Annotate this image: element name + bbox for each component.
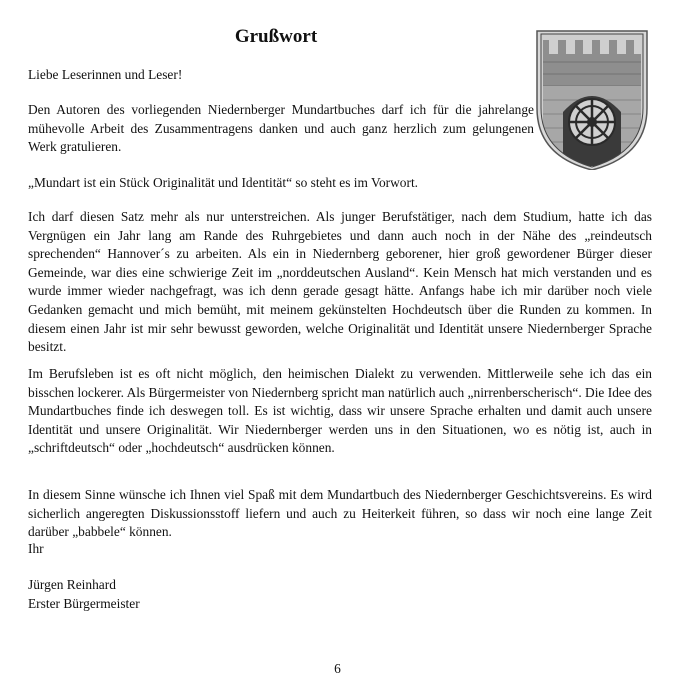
signature-block — [28, 576, 140, 613]
paragraph-5: In diesem Sinne wünsche ich Ihnen viel Spaß mit dem Mundartbuch des Niedernberger Geschichtsvereins. Es wird sicherlich angeregten Diskussionsstoff liefern und auch zu Heiterkeit führen, so dass wir noch eine lange Zeit darüber „babbele“ können. — [28, 487, 652, 540]
page-title: Grußwort — [234, 26, 318, 47]
closing: Ihr — [28, 541, 44, 556]
greeting: Liebe Leserinnen und Leser! — [28, 67, 183, 82]
paragraph-1: Den Autoren des vorliegenden Niedernberger Mundartbuches darf ich für die jahrelange mühevolle Arbeit des Zusammentragens danken und auch ganz herzlich zum gelungenen Werk gratulieren. — [28, 102, 534, 155]
coat-of-arms-icon — [535, 30, 649, 170]
paragraph-3: Ich darf diesen Satz mehr als nur unterstreichen. Als junger Berufstätiger, nach dem Studium, hatte ich das Vergnügen ein Jahr lang am Rande des Ruhrgebietes und dann auch noch in der Nähe des „reindeutsch sprechenden“ Hannover´s zu arbeiten. Als ein in Niedernberg geborener, hier groß gewordener Bürger dieser Gemeinde, war dies eine schwierige Zeit im „norddeutschen Ausland“. Kein Mensch hat mich verstanden und es wurde immer wieder nachgefragt, was ich denn gerade gesagt hätte. Anfangs habe ich mir darüber noch viele Gedanken gemacht und mich bemüht, mit meinem gekünstelten Hochdeutsch über die Runden zu kommen. In diesem einen Jahr ist mir sehr bewusst geworden, welche Originalität und Identität unsere Niedernberger Sprache besitzt. — [28, 209, 652, 355]
signature-name: Jürgen Reinhard — [28, 577, 116, 592]
paragraph-4: Im Berufsleben ist es oft nicht möglich, den heimischen Dialekt zu verwenden. Mittlerweile sehe ich das ein bisschen lockerer. Als Bürgermeister von Niedernberg spricht man natürlich auch „nirrenberscherisch“. Die Idee des Mundartbuches finde ich deswegen toll. Es ist wichtig, dass wir unsere Sprache erhalten und damit auch unsere Identität und unsere Originalität. Wir Niedernberger werden uns in den Situationen, wo es nötig ist, auch in „schriftdeutsch“ oder „hochdeutsch“ ausdrücken können. — [28, 366, 652, 456]
signature-role: Erster Bürgermeister — [28, 595, 140, 611]
paragraph-2: „Mundart ist ein Stück Originalität und Identität“ so steht es im Vorwort. — [28, 175, 419, 190]
page-number: 6 — [334, 661, 341, 676]
